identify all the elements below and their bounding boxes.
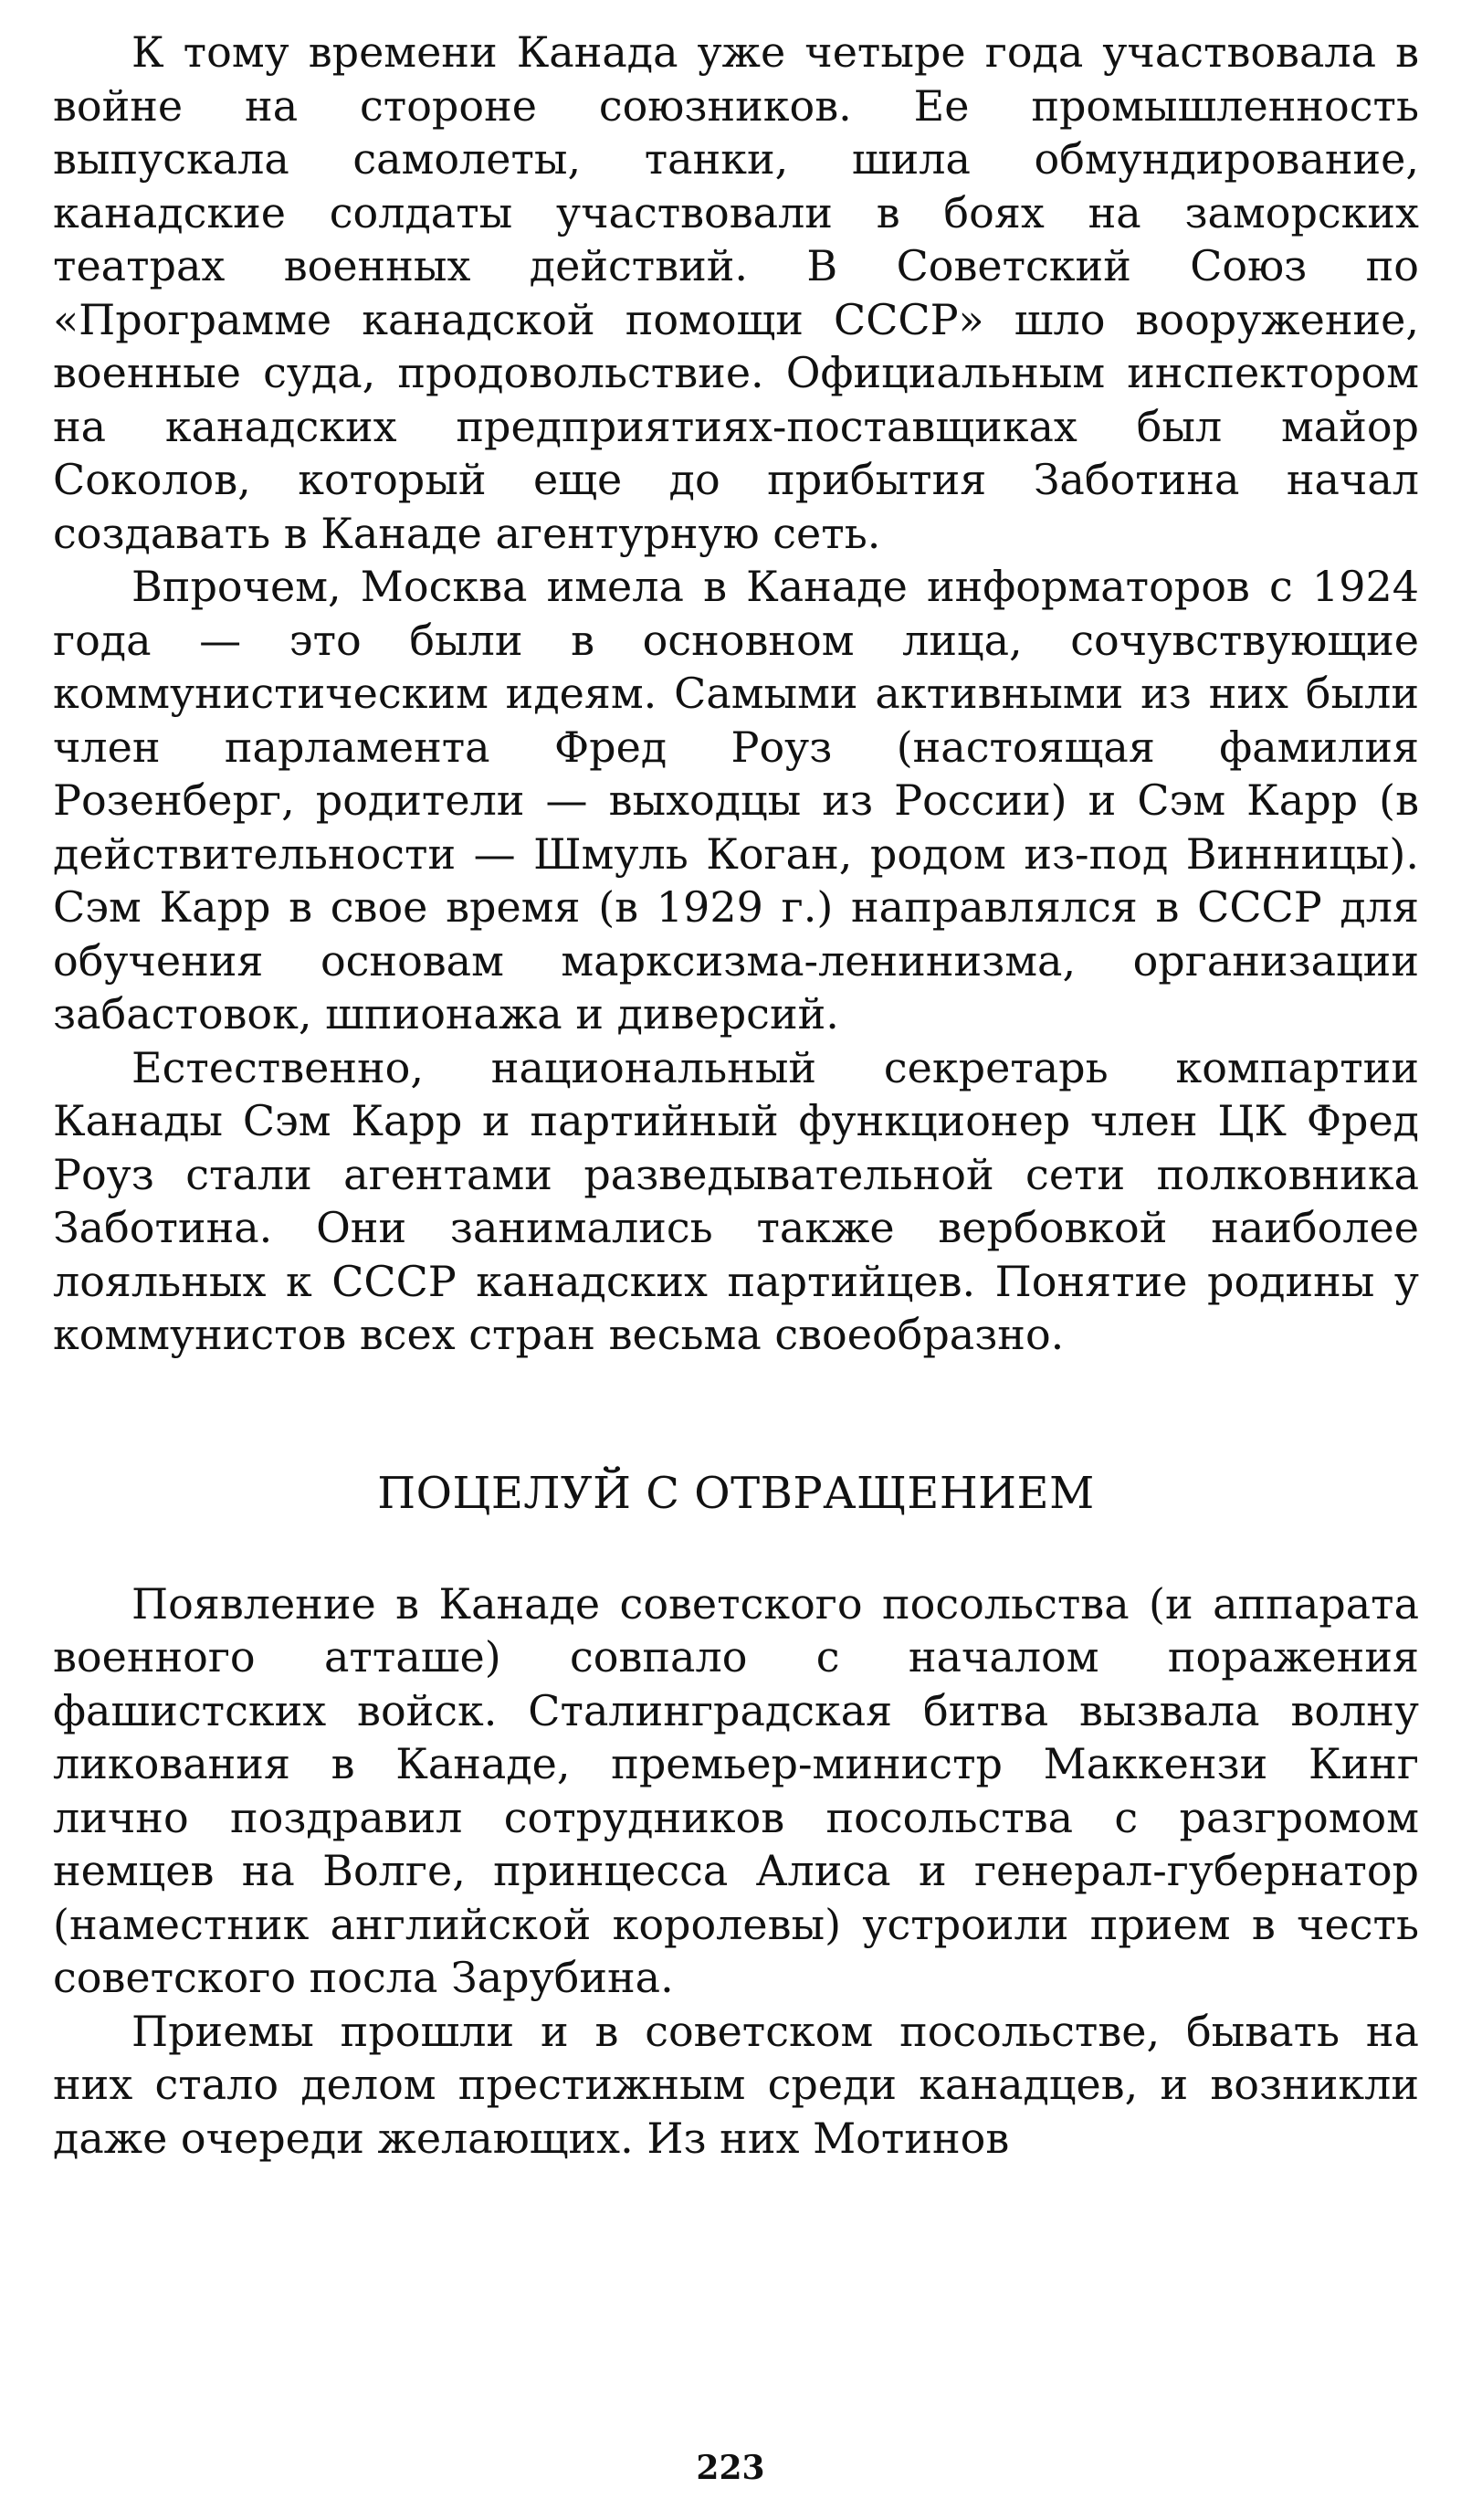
paragraph-agents: Естественно, национальный секретарь компартии Канады Сэм Карр и партийный функционер член ЦК Фред Роуз стали агентами разведывательной сети полковника Заботина. Они занимались также вербовкой наиболее лояльных к СССР канадских партийцев. Понятие родины у коммунистов всех стран весьма своеобразно. — [53, 1042, 1419, 1359]
section-title: ПОЦЕЛУЙ С ОТВРАЩЕНИЕМ — [377, 1467, 1095, 1519]
page-number: 223 — [696, 2449, 765, 2487]
paragraph-embassy: Появление в Канаде советского посольства (и аппарата военного атташе) совпало с началом поражения фашистских войск. Сталинградская битва вызвала волну ликования в Канаде, премьер-министр Маккензи Кинг лично поздравил сотрудников посольства с разгромом немцев на Волге, принцесса Алиса и генерал-губернатор (наместник английской королевы) устроили прием в честь советского посла Зарубина. — [53, 1578, 1419, 2002]
paragraph-canada-war: К тому времени Канада уже четыре года участвовала в войне на стороне союзников. Ее промышленность выпускала самолеты, танки, шила обмундирование, канадские солдаты участвовали в боях на заморских театрах военных действий. В Советский Союз по «Программе канадской помощи СССР» шло вооружение, военные суда, продовольствие. Официальным инспектором на канадских предприятиях-поставщиках был майор Соколов, который еще до прибытия Заботина начал создавать в Канаде агентурную сеть. — [53, 27, 1419, 558]
page-text — [53, 26, 1419, 2165]
paragraph-informers: Впрочем, Москва имела в Канаде информаторов с 1924 года — это были в основном лица, сочувствующие коммунистическим идеям. Самыми активными из них были член парламента Фред Роуз (настоящая фамилия Розенберг, родители — выходцы из России) и Сэм Карр (в действительности — Шмуль Коган, родом из-под Винницы). Сэм Карр в свое время (в 1929 г.) направлялся в СССР для обучения основам марксизма-ленинизма, организации забастовок, шпионажа и диверсий. — [53, 562, 1419, 1039]
paragraph-receptions: Приемы прошли и в советском посольстве, бывать на них стало делом престижным среди канадцев, и возникли даже очереди желающих. Из них Мотинов — [53, 2006, 1419, 2163]
